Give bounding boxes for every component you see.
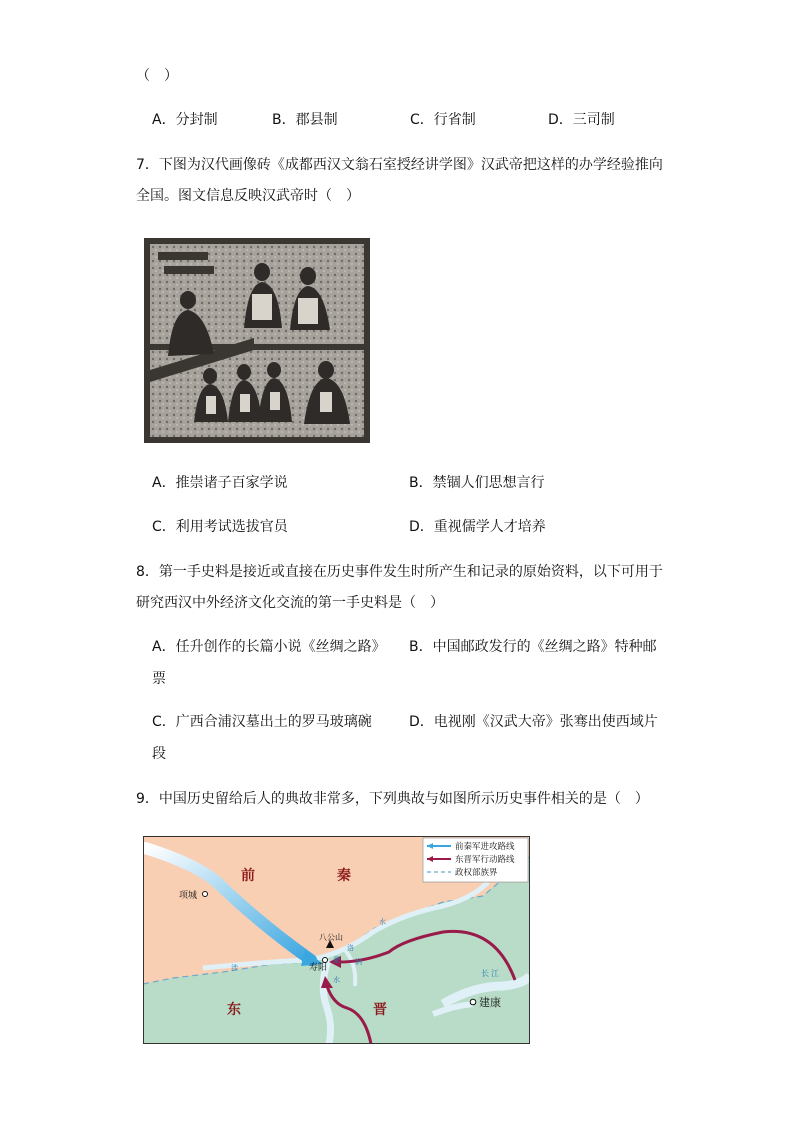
q8-stem-line1: 8．第一手史料是接近或直接在历史事件发生时所产生和记录的原始资料，以下可用于: [136, 564, 663, 580]
river-label-jiang: 江: [491, 969, 499, 978]
legend-jin-label: 东晋军行动路线: [455, 855, 515, 865]
q8-option-b-continued: 票: [152, 671, 166, 687]
q8-option-d[interactable]: D．电视刚《汉武大帝》张骞出使西域片: [409, 714, 658, 730]
place-shouyang: 寿阳: [309, 963, 328, 973]
q8-option-d-continued: 段: [152, 746, 166, 762]
q8-option-b[interactable]: B．中国邮政发行的《丝绸之路》特种邮: [409, 639, 657, 655]
place-xiangcheng: 项城: [179, 891, 198, 901]
region-label-dong: 东: [227, 1002, 241, 1018]
q9-stem: 9．中国历史留给后人的典故非常多，下列典故与如图所示历史事件相关的是（ ）: [136, 791, 649, 807]
place-bagongshan: 八公山: [319, 933, 343, 942]
river-label-luo: 洛: [347, 944, 354, 952]
river-label-fei: 淝: [333, 956, 340, 964]
river-label-shui: 水: [333, 976, 340, 984]
battle-of-fei-river-map: [143, 836, 530, 1044]
q8-option-a[interactable]: A．任升创作的长篇小说《丝绸之路》: [152, 639, 386, 655]
q6-option-c[interactable]: C．行省制: [410, 112, 476, 128]
region-label-qin: 秦: [337, 868, 351, 884]
q7-option-c[interactable]: C．利用考试选拔官员: [152, 519, 288, 535]
q8-option-c[interactable]: C．广西合浦汉墓出土的罗马玻璃碗: [152, 714, 372, 730]
q7-option-a[interactable]: A．推崇诸子百家学说: [152, 475, 288, 491]
q7-option-d[interactable]: D．重视儒学人才培养: [409, 519, 546, 535]
han-relief-brick-image: [144, 238, 370, 443]
q6-option-a[interactable]: A．分封制: [152, 112, 218, 128]
river-label-ying: 涉: [231, 964, 238, 972]
q7-stem-line1: 7．下图为汉代画像砖《成都西汉文翁石室授经讲学图》汉武帝把这样的办学经验推向: [136, 157, 663, 173]
region-label-qian: 前: [241, 868, 255, 884]
q8-stem-line2: 研究西汉中外经济文化交流的第一手史料是（ ）: [136, 595, 444, 611]
place-jiankang: 建康: [479, 996, 501, 1009]
q7-option-b[interactable]: B．禁锢人们思想言行: [409, 475, 545, 491]
legend-qin-label: 前秦军进攻路线: [455, 842, 515, 852]
river-label-chang: 长: [481, 969, 489, 978]
river-label-shui-huai: 水: [379, 918, 386, 926]
q7-stem-line2: 全国。图文信息反映汉武帝时（ ）: [136, 188, 360, 204]
shouyang-marker: [323, 958, 328, 963]
q6-option-b[interactable]: B．郡县制: [272, 112, 338, 128]
jiankang-marker: [470, 999, 476, 1005]
xiangcheng-marker: [203, 892, 208, 897]
river-label-jian: 涧: [355, 958, 362, 966]
legend-border-label: 政权部族界: [455, 868, 498, 878]
q6-option-d[interactable]: D．三司制: [548, 112, 615, 128]
q6-answer-bracket: （ ）: [136, 68, 178, 84]
region-label-jin: 晋: [373, 1002, 387, 1018]
